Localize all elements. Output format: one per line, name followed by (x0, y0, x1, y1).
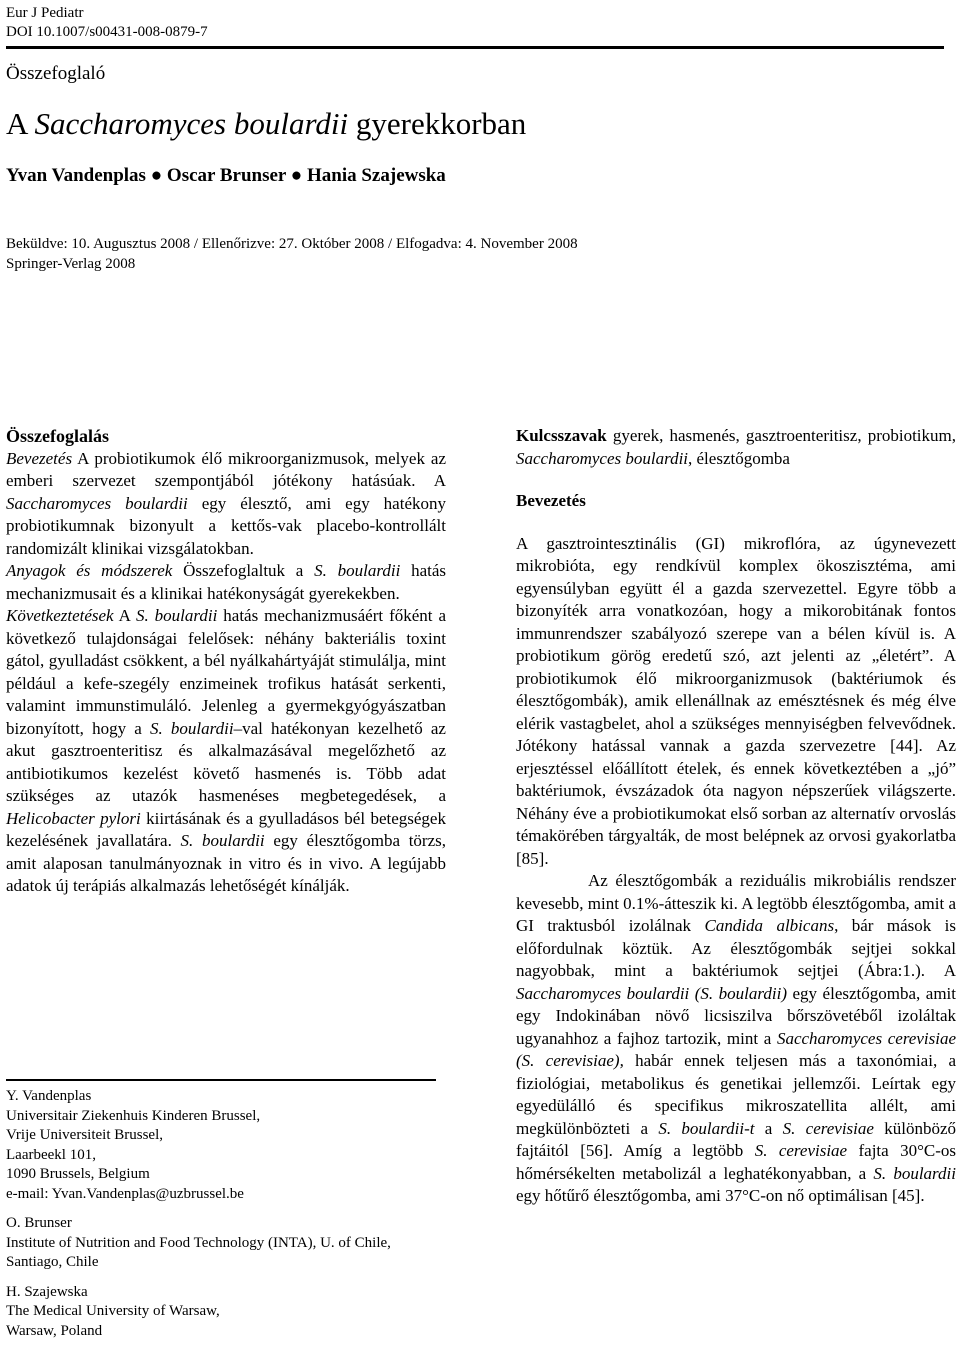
submission-dates: Beküldve: 10. Augusztus 2008 / Ellenőrizve: 27. Október 2008 / Elfogadva: 4. November 2008 Springer-Verlag 2008 (6, 236, 578, 272)
header-rule (6, 46, 944, 49)
author-email: e-mail: Yvan.Vandenplas@uzbrussel.be (6, 1185, 244, 1202)
intro-paragraph-1: A gasztrointesztinális (GI) mikroflóra, az úgynevezett mikrobióta, egy rendkívül komplex ökoszisztéma, ami egyensúlyban együtt él a gazda szervezettel. Egyre több a bizonyíték arra vonatkozóan, hogy a mikorobitának fontos immunrendszer szabályozó szerepe van a bélen kívül is. A probiotikum görög eredetű szó, azt jelenti az „életért”. A probiotikumok élő mikroorganizmusok (baktériumok és élesztőgombák), amik ellenállnak az emésztésnek és még élve elérik vastagbelet, ahol a szükséges mennyiségben felvevődnek. Jótékony hatással vannak a gazda szervezetre [44]. Az erjesztéssel előállított ételek, és ennek következtében a „jó” baktériumok, évszázadok óta nagyon népszerűek világszerte. Néhány éve a probiotikumokat első sorban az alternatív orvoslás témakörében tárgyalták, de most belépnek az orvosi gyakorlatba [85]. (516, 533, 956, 868)
doi: DOI 10.1007/s00431-008-0879-7 (6, 24, 208, 40)
intro-heading: Bevezetés (516, 491, 586, 510)
abstract-column (6, 425, 446, 898)
abstract-conclusions: Következtetések A S. boulardii hatás mechanizmusáért főként a következő tulajdonságai felelősek: néhány bakteriális toxint gátol, gyulladást csökkent, a bél nyálkahártyáját stimulálja, mint például a kefe-szegély enzimeinek trofikus hatását serkenti, valamint immunstimuláló. Jelenleg a gyermekgyógyászatban bizonyított, hogy a S. boulardii–val hatékonyan kezelhető az akut gasztroenteritisz és alkalmazásával megelőzhető az antibiotikumos kezelést követő hasmenés is. Több adat szükséges az utazók hasmenéses megbetegedések, a Helicobacter pylori kiirtásának és a gyulladásos bél betegségek kezelésének javallatára. S. boulardii egy élesztőgomba törzs, amit alaposan tanulmányoznak in vitro és in vivo. A legújabb adatok új terápiás alkalmazás lehetőségét kínálják. (6, 606, 446, 895)
journal-header (6, 4, 208, 42)
keywords: Kulcsszavak gyerek, hasmenés, gasztroenteritisz, probiotikum, Saccharomyces boulardii, élesztőgomba (516, 426, 956, 468)
abstract-intro: Bevezetés A probiotikumok élő mikroorganizmusok, melyek az emberi szervezet szempontjából jótékony hatásúak. A Saccharomyces boulardii egy élesztő, ami egy hatékony probiotikumnak bizonyult a kettős-vak placebo-kontrollált randomizált klinikai vizsgálatokban. (6, 448, 446, 558)
authors: Yvan Vandenplas ● Oscar Brunser ● Hania Szajewska (6, 165, 446, 186)
affiliations: Y. Vandenplas Universitair Ziekenhuis Kinderen Brussel, Vrije Universiteit Brussel, Laarbeekl 101, 1090 Brussels, Belgium e-mail: Yvan.Vandenplas@uzbrussel.be O. Brunser Institute of Nutrition and Food Technology (INTA), U. of Chile, Santiago, Chile H. Szajewska The Medical University of Warsaw, Warsaw, Poland (6, 1088, 391, 1339)
affiliation-rule (6, 1079, 436, 1081)
abstract-heading: Összefoglalás (6, 426, 109, 446)
intro-paragraph-2: Az élesztőgombák a reziduális mikrobiális rendszer kevesebb, mint 0.1%-átteszik ki. A legtöbb élesztőgomba, amit a GI traktusból izolálnak Candida albicans, bár mások is előfordulnak köztük. Az élesztőgombák sejtjei sokkal nagyobbak, mint a baktériumok sejtjei (Ábra:1.). A Saccharomyces boulardii (S. boulardii) egy élesztőgomba, amit egy Indokinában növő licsiszilva bőrszövetéből izoláltak ugyanahhoz a fajhoz tartozik, mint a Saccharomyces cerevisiae (S. cerevisiae), habár ennek teljesen más a taxonómiai, a fiziológiai, metabolikus és genetikai jellemzői. Leírtak egy egyedülálló és specifikus mikroszatellita allélt, ami megkülönbözteti a S. boulardii-t a S. cerevisiae különböző fajtáitól [56]. Amíg a legtöbb S. cerevisiae fajta 30°C-os hőmérsékelten metabolizál a leghatékonyabban, a S. boulardii egy hőtűrő élesztőgomba, ami 37°C-on nő optimálisan [45]. (516, 871, 957, 1205)
journal-name: Eur J Pediatr (6, 5, 84, 21)
article-title: A Saccharomyces boulardii gyerekkorban (6, 106, 527, 141)
body-column (516, 425, 956, 1208)
section-label: Összefoglaló (6, 63, 106, 84)
abstract-methods: Anyagok és módszerek Összefoglaltuk a S. boulardii hatás mechanizmusait és a klinikai hatékonyságát gyerekekben. (6, 561, 446, 603)
